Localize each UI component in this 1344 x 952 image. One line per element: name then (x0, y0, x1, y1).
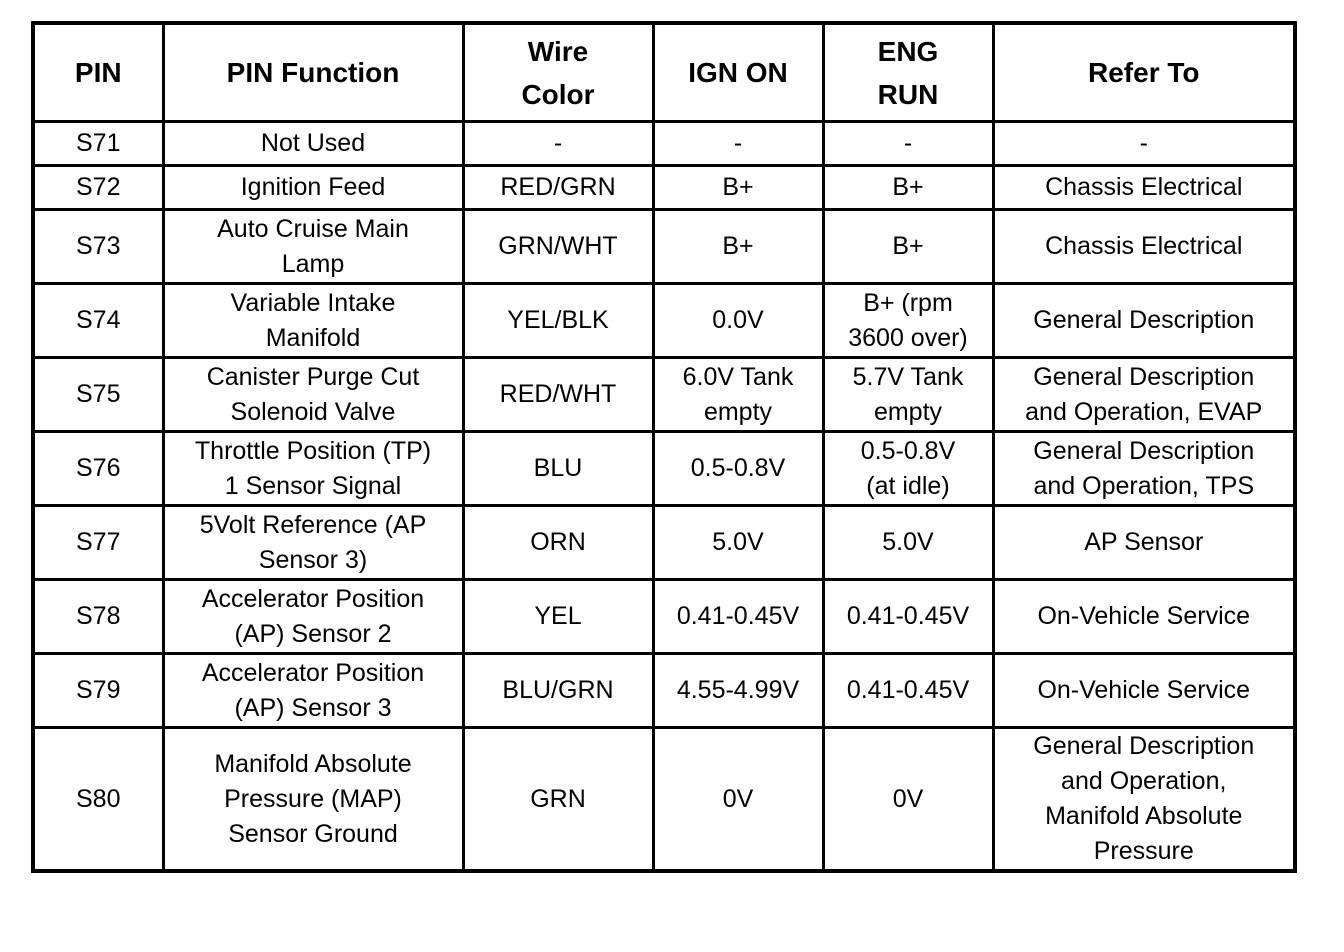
cell-ign-on: 0.41-0.45V (653, 580, 823, 654)
cell-refer-to: AP Sensor (993, 506, 1295, 580)
cell-eng-run: B+ (823, 210, 993, 284)
cell-wire-color: RED/GRN (463, 166, 653, 210)
cell-eng-run: 0.41-0.45V (823, 580, 993, 654)
cell-ign-on: 5.0V (653, 506, 823, 580)
table-row (33, 728, 1295, 872)
header-pin: PIN (33, 23, 163, 122)
cell-eng-run: - (823, 122, 993, 166)
cell-function: Auto Cruise Main Lamp (163, 210, 463, 284)
cell-refer-to: On-Vehicle Service (993, 654, 1295, 728)
cell-refer-to: Chassis Electrical (993, 166, 1295, 210)
cell-wire-color: RED/WHT (463, 358, 653, 432)
cell-eng-run: 5.0V (823, 506, 993, 580)
cell-function: Not Used (163, 122, 463, 166)
header-wire-color: Wire Color (463, 23, 653, 122)
table-row (33, 166, 1295, 210)
cell-ign-on: B+ (653, 210, 823, 284)
cell-wire-color: GRN (463, 728, 653, 872)
cell-wire-color: GRN/WHT (463, 210, 653, 284)
cell-refer-to: General Description and Operation, TPS (993, 432, 1295, 506)
table-row (33, 210, 1295, 284)
cell-pin: S75 (33, 358, 163, 432)
cell-function: 5Volt Reference (AP Sensor 3) (163, 506, 463, 580)
table-row (33, 506, 1295, 580)
cell-function: Ignition Feed (163, 166, 463, 210)
cell-refer-to: General Description and Operation, EVAP (993, 358, 1295, 432)
cell-pin: S71 (33, 122, 163, 166)
cell-ign-on: 0V (653, 728, 823, 872)
cell-eng-run: 0V (823, 728, 993, 872)
cell-function: Manifold Absolute Pressure (MAP) Sensor Ground (163, 728, 463, 872)
header-eng-run: ENG RUN (823, 23, 993, 122)
cell-eng-run: B+ (823, 166, 993, 210)
header-ign-on: IGN ON (653, 23, 823, 122)
cell-wire-color: YEL (463, 580, 653, 654)
cell-ign-on: 0.5-0.8V (653, 432, 823, 506)
cell-ign-on: 6.0V Tank empty (653, 358, 823, 432)
table-row (33, 432, 1295, 506)
cell-pin: S76 (33, 432, 163, 506)
cell-eng-run: 5.7V Tank empty (823, 358, 993, 432)
header-refer-to: Refer To (993, 23, 1295, 122)
table-row (33, 122, 1295, 166)
cell-wire-color: - (463, 122, 653, 166)
cell-wire-color: BLU (463, 432, 653, 506)
cell-wire-color: YEL/BLK (463, 284, 653, 358)
cell-pin: S73 (33, 210, 163, 284)
pin-table (31, 21, 1297, 873)
cell-pin: S80 (33, 728, 163, 872)
cell-function: Canister Purge Cut Solenoid Valve (163, 358, 463, 432)
cell-refer-to: On-Vehicle Service (993, 580, 1295, 654)
cell-wire-color: ORN (463, 506, 653, 580)
cell-function: Accelerator Position (AP) Sensor 3 (163, 654, 463, 728)
cell-ign-on: 4.55-4.99V (653, 654, 823, 728)
header-row (33, 23, 1295, 122)
cell-pin: S77 (33, 506, 163, 580)
cell-refer-to: General Description (993, 284, 1295, 358)
cell-function: Throttle Position (TP) 1 Sensor Signal (163, 432, 463, 506)
cell-pin: S74 (33, 284, 163, 358)
cell-ign-on: B+ (653, 166, 823, 210)
cell-eng-run: 0.41-0.45V (823, 654, 993, 728)
cell-pin: S79 (33, 654, 163, 728)
cell-ign-on: - (653, 122, 823, 166)
cell-eng-run: 0.5-0.8V (at idle) (823, 432, 993, 506)
table-row (33, 580, 1295, 654)
table-row (33, 358, 1295, 432)
cell-pin: S78 (33, 580, 163, 654)
cell-refer-to: General Description and Operation, Manifold Absolute Pressure (993, 728, 1295, 872)
cell-wire-color: BLU/GRN (463, 654, 653, 728)
table-row (33, 654, 1295, 728)
table-row (33, 284, 1295, 358)
cell-refer-to: Chassis Electrical (993, 210, 1295, 284)
cell-refer-to: - (993, 122, 1295, 166)
cell-ign-on: 0.0V (653, 284, 823, 358)
cell-function: Accelerator Position (AP) Sensor 2 (163, 580, 463, 654)
cell-function: Variable Intake Manifold (163, 284, 463, 358)
cell-pin: S72 (33, 166, 163, 210)
cell-eng-run: B+ (rpm 3600 over) (823, 284, 993, 358)
header-pin-function: PIN Function (163, 23, 463, 122)
